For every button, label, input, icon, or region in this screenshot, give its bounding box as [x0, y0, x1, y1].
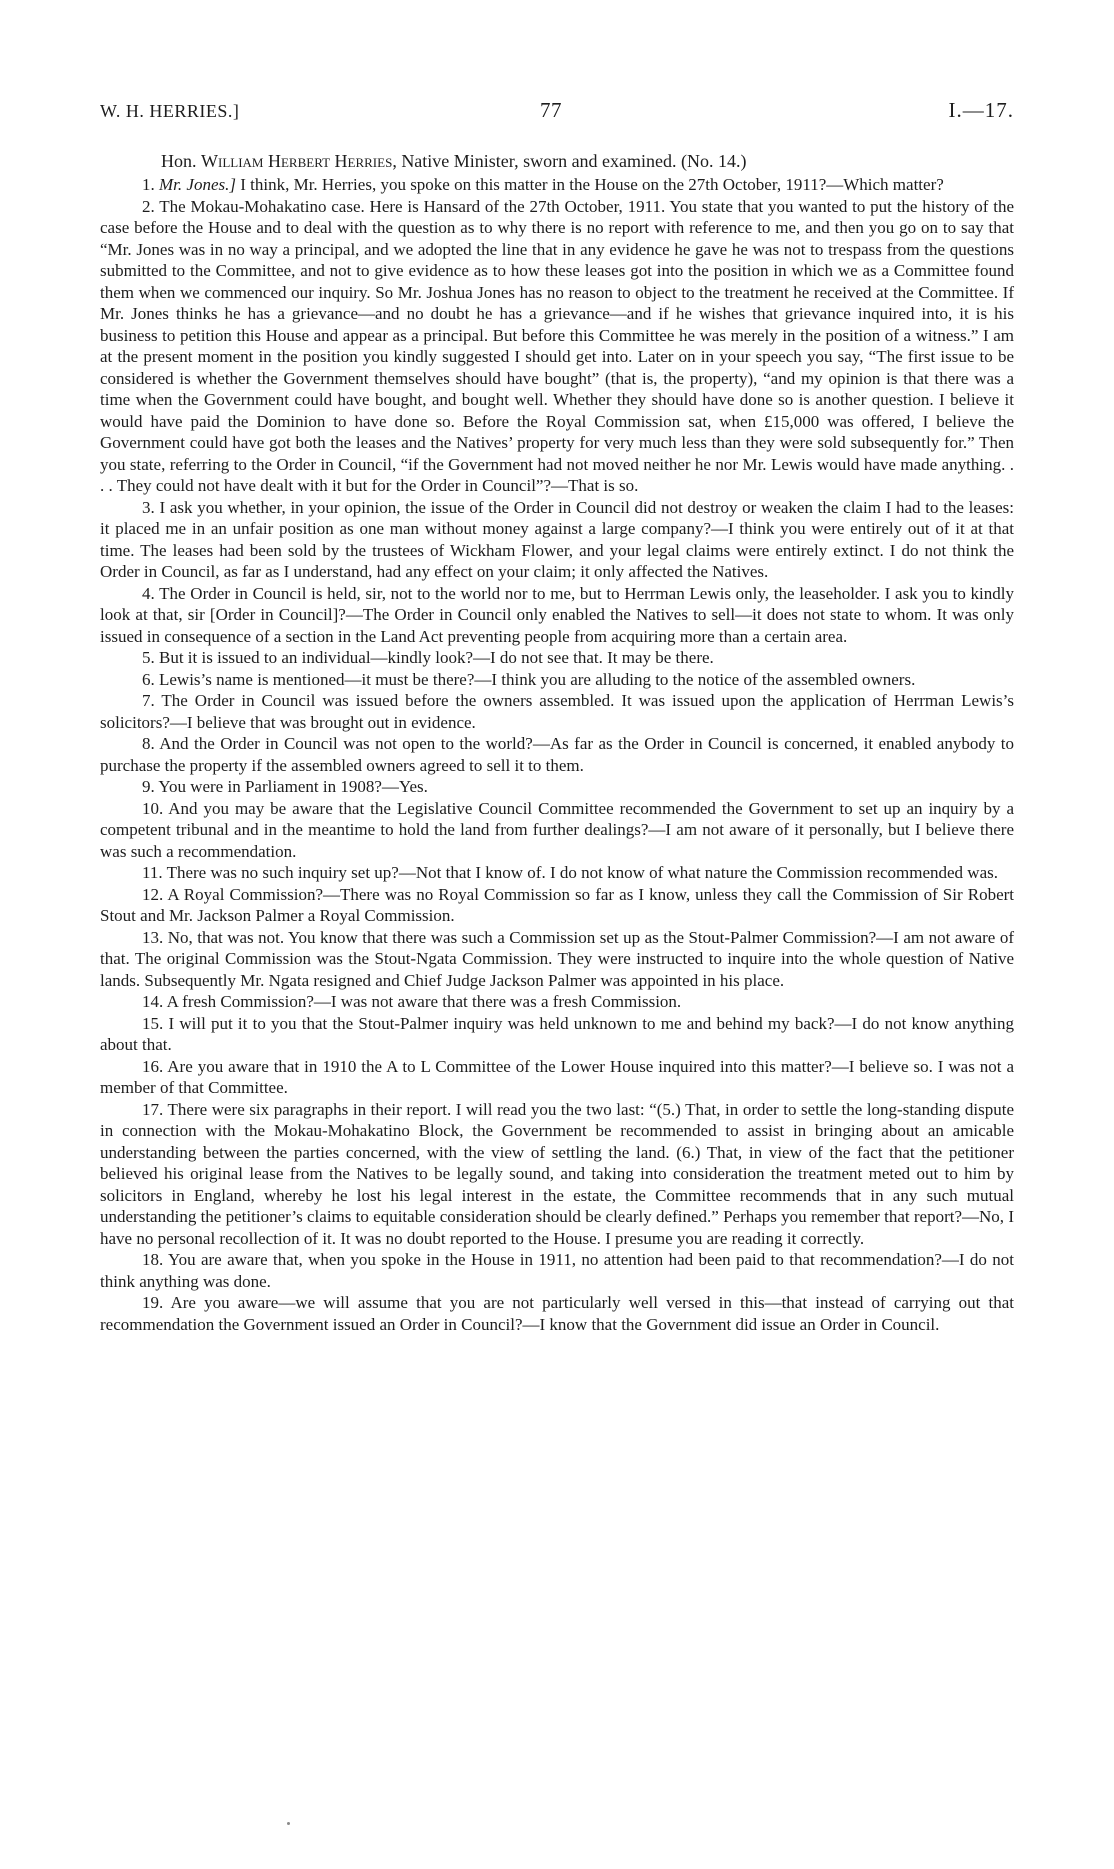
testimony-paragraph-2 [100, 196, 1014, 497]
testimony-paragraph-12 [100, 884, 1014, 927]
paragraph-number: 5. [142, 648, 155, 667]
paragraph-number: 3. [142, 497, 155, 517]
testimony-paragraph-4 [100, 583, 1014, 648]
paragraph-text: Are you aware that in 1910 the A to L Committee of the Lower House inquired into this matter?—I believe so. I was not a member of that Committee. [100, 1056, 1015, 1097]
speaker-label: Mr. Jones.] [159, 175, 236, 194]
paragraph-text: A fresh Commission?—I was not aware that there was a fresh Commission. [166, 992, 682, 1011]
paragraph-number: 17. [142, 1099, 164, 1119]
header-witness-name: W. H. HERRIES.] [100, 101, 240, 121]
witness-heading [161, 150, 1014, 172]
paragraph-text: There was no such inquiry set up?—Not that I know of. I do not know of what nature the Commission recommended was. [166, 863, 998, 882]
testimony-paragraph-18 [100, 1249, 1014, 1292]
testimony-paragraph-13 [100, 927, 1014, 992]
paragraph-number: 2. [142, 196, 155, 216]
paragraph-number: 1. [142, 175, 155, 194]
paragraph-number: 19. [142, 1293, 164, 1312]
document-reference: I.—17. [948, 98, 1014, 122]
paragraph-text: The Order in Council was issued before the owners assembled. It was issued upon the application of Herrman Lewis’s solicitors?—I believe that was brought out in evidence. [100, 691, 1014, 732]
paragraph-text: There were six paragraphs in their report. I will read you the two last: “(5.) That, in order to settle the long-standing dispute in connection with the Mokau-Mohakatino Block, the Government be recommended to assist in bringing about an amicable understanding between the parties concerned, with the view of settling the land. (6.) That, in view of the fact that the petitioner believed his original lease from the Natives to be legally sound, and taking into consideration the treatment meted out to him by solicitors in England, whereby he lost his legal interest in the estate, the Committee recommends that in any such mutual understanding the petitioner’s claims to equitable consideration should be clearly defined.” Perhaps you remember that report?—No, I have no personal recollection of it. It was no doubt reported to the House. I presume you are reading it correctly. [100, 1099, 1014, 1248]
paragraph-text: And you may be aware that the Legislative Council Committee recommended the Government to set up an inquiry by a competent tribunal and in the meantime to hold the land from further dealings?—I am not aware of it personally, but I believe there was such a recommendation. [100, 798, 1014, 861]
paragraph-text: Lewis’s name is mentioned—it must be there?—I think you are alluding to the notice of the assembled owners. [159, 669, 916, 689]
testimony-paragraph-14 [100, 991, 1014, 1013]
paragraph-text: A Royal Commission?—There was no Royal Commission so far as I know, unless they call the Commission of Sir Robert Stout and Mr. Jackson Palmer a Royal Commission. [100, 884, 1014, 925]
paragraph-number: 9. [142, 777, 155, 796]
scan-speck [287, 1822, 290, 1825]
paragraph-number: 7. [142, 691, 155, 710]
paragraph-text: I ask you whether, in your opinion, the issue of the Order in Council did not destroy or weaken the claim I had to the leases: it placed me in an unfair position as one man without money against a large company?—I think you were entirely out of it at that time. The leases had been sold by the trustees of Wickham Flower, and your legal claims were entirely extinct. I do not think the Order in Council, as far as I understand, had any effect on your claim; it only affected the Natives. [100, 497, 1014, 581]
paragraph-text: I think, Mr. Herries, you spoke on this matter in the House on the 27th October, 1911?—Which matter? [235, 175, 944, 194]
paragraph-number: 6. [142, 669, 155, 689]
witness-name: William Herbert Herries [201, 151, 393, 171]
paragraph-number: 12. [142, 884, 164, 904]
paragraph-text: But it is issued to an individual—kindly look?—I do not see that. It may be there. [159, 648, 714, 667]
testimony-paragraph-11 [100, 862, 1014, 884]
paragraph-number: 15. [142, 1013, 164, 1033]
paragraph-number: 14. [142, 992, 164, 1011]
paragraph-number: 18. [142, 1250, 164, 1269]
testimony-paragraph-10 [100, 798, 1014, 863]
testimony-paragraph-16 [100, 1056, 1014, 1099]
testimony-paragraph-3 [100, 497, 1014, 583]
paragraph-number: 11. [142, 863, 163, 882]
paragraph-text: You were in Parliament in 1908?—Yes. [158, 777, 428, 796]
testimony-paragraph-9 [100, 776, 1014, 798]
testimony-paragraph-5 [100, 647, 1014, 669]
paragraph-text: I will put it to you that the Stout-Palmer inquiry was held unknown to me and behind my back?—I do not know anything about that. [100, 1013, 1015, 1054]
witness-title-suffix: , Native Minister, sworn and examined. (No. 14.) [392, 151, 747, 171]
page-header [100, 98, 1014, 127]
paragraph-text: No, that was not. You know that there was such a Commission set up as the Stout-Palmer Commission?—I am not aware of that. The original Commission was the Stout-Ngata Commission. They were instructed to inquire into the whole question of Native lands. Subsequently Mr. Ngata resigned and Chief Judge Jackson Palmer was appointed in his place. [100, 927, 1014, 990]
paragraph-text: And the Order in Council was not open to the world?—As far as the Order in Council is concerned, it enabled anybody to purchase the property if the assembled owners agreed to sell it to them. [100, 734, 1015, 775]
paragraph-text: Are you aware—we will assume that you are not particularly well versed in this—that instead of carrying out that recommendation the Government issued an Order in Council?—I know that the Government did issue an Order in Council. [100, 1293, 1014, 1334]
testimony-paragraph-8 [100, 733, 1014, 776]
testimony-paragraph-6 [100, 669, 1014, 691]
paragraph-number: 4. [142, 583, 155, 603]
testimony-paragraph-7 [100, 690, 1014, 733]
testimony-paragraph-15 [100, 1013, 1014, 1056]
testimony-body [100, 174, 1014, 1335]
paragraph-text: The Mokau-Mohakatino case. Here is Hansard of the 27th October, 1911. You state that you wanted to put the history of the case before the House and to deal with the question as to why there is no report with reference to me, and then you go on to say that “Mr. Jones was in no way a principal, and we adopted the line that in any evidence he gave he was not to trespass from the questions submitted to the Committee, and not to give evidence as to how these leases got into the position in which we as a Committee found them when we commenced our inquiry. So Mr. Joshua Jones has no reason to object to the treatment he received at the Committee. If Mr. Jones thinks he has a grievance—and no doubt he has a grievance—and if he wishes that grievance inquired into, it is his business to petition this House and appear as a principal. But before this Committee he was merely in the position of a witness.” I am at the present moment in the position you kindly suggested I should get into. Later on in your speech you say, “The first issue to be considered is whether the Government themselves should have bought” (that is, the property), “and my opinion is that there was a time when the Government could have bought, and bought well. Whether they should have done so is another question. I believe it would have paid the Dominion to have done so. Before the Royal Commission sat, when £15,000 was offered, I believe the Government could have got both the leases and the Natives’ property for very much less than they were sold subsequently for.” Then you state, referring to the Order in Council, “if the Government had not moved neither he nor Mr. Lewis would have made anything. . . . They could not have dealt with it but for the Order in Council”?—That is so. [100, 196, 1014, 495]
paragraph-number: 10. [142, 798, 164, 818]
paragraph-text: You are aware that, when you spoke in the House in 1911, no attention had been paid to that recommendation?—I do not think anything was done. [100, 1250, 1014, 1291]
testimony-paragraph-1 [100, 174, 1014, 196]
testimony-paragraph-19 [100, 1292, 1014, 1335]
witness-title-prefix: Hon. [161, 151, 201, 171]
paragraph-number: 8. [142, 734, 155, 753]
paragraph-text: The Order in Council is held, sir, not to the world nor to me, but to Herrman Lewis only, the leaseholder. I ask you to kindly look at that, sir [Order in Council]?—The Order in Council only enabled the Natives to sell—it does not state to whom. It was only issued in consequence of a section in the Land Act preventing people from acquiring more than a certain area. [100, 583, 1014, 646]
paragraph-number: 13. [142, 927, 164, 947]
paragraph-number: 16. [142, 1056, 164, 1076]
page-number: 77 [540, 98, 562, 122]
testimony-paragraph-17 [100, 1099, 1014, 1250]
